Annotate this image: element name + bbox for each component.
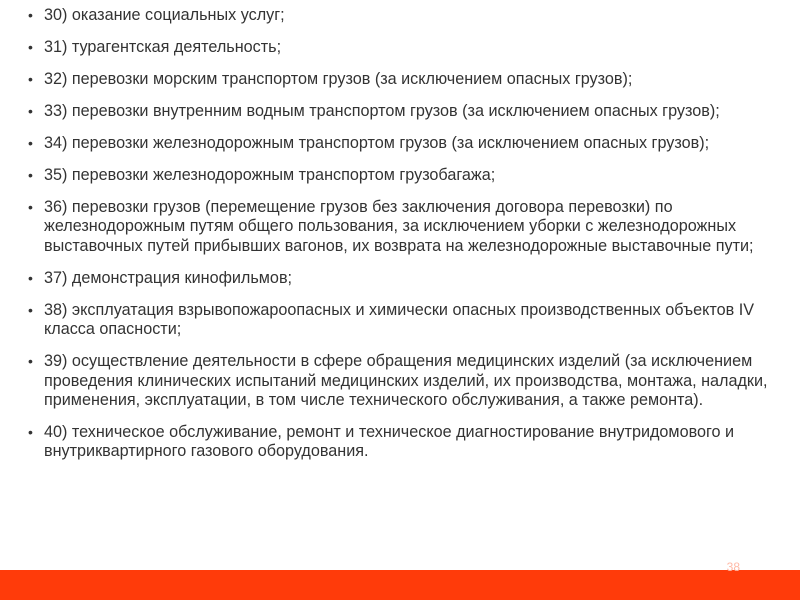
list-item — [26, 301, 786, 340]
list-item-text: 36) перевозки грузов (перемещение грузов без заключения договора перевозки) по железнодорожным путям общего пользования, за исключением уборки с железнодорожных выставочных путей прибывших вагонов, их возврата на железнодорожные выставочные пути; — [44, 198, 754, 255]
list-item — [26, 6, 786, 25]
list-item-text: 31) турагентская деятельность; — [44, 38, 282, 56]
list-item — [26, 352, 786, 410]
page-number: 38 — [726, 560, 740, 574]
list-item-text: 33) перевозки внутренним водным транспортом грузов (за исключением опасных грузов); — [44, 102, 720, 120]
bullet-icon: • — [28, 39, 33, 55]
bullet-icon: • — [28, 7, 33, 23]
list-item-text: 38) эксплуатация взрывопожароопасных и химически опасных производственных объектов IV класса опасности; — [44, 300, 754, 339]
list-item-text: 30) оказание социальных услуг; — [44, 6, 285, 24]
bullet-icon: • — [28, 301, 33, 318]
bullet-icon: • — [28, 71, 33, 87]
list-item-text: 34) перевозки железнодорожным транспортом грузов (за исключением опасных грузов); — [44, 134, 710, 152]
footer-bar — [0, 570, 800, 600]
list-item — [26, 166, 786, 185]
bullet-icon: • — [28, 424, 33, 441]
list-item — [26, 423, 786, 462]
list-item — [26, 134, 786, 153]
bullet-icon: • — [28, 269, 33, 286]
list-item-text: 32) перевозки морским транспортом грузов (за исключением опасных грузов); — [44, 70, 633, 88]
bullet-icon: • — [28, 353, 33, 370]
list-item — [26, 38, 786, 57]
bullet-icon: • — [28, 167, 33, 183]
bullet-icon: • — [28, 199, 33, 215]
list-item — [26, 198, 786, 256]
list-item-text: 40) техническое обслуживание, ремонт и техническое диагностирование внутридомового и внутриквартирного газового оборудования. — [44, 423, 735, 461]
bullet-icon: • — [28, 103, 33, 119]
list-item-text: 37) демонстрация кинофильмов; — [44, 268, 293, 287]
bullet-icon: • — [28, 135, 33, 151]
activity-list — [26, 6, 786, 474]
list-item-text: 39) осуществление деятельности в сфере обращения медицинских изделий (за исключением проведения клинических испытаний медицинских изделий, их производства, монтажа, наладки, применения, эксплуатации, в том числе технического обслуживания, а также ремонта). — [44, 352, 768, 410]
list-item-text: 35) перевозки железнодорожным транспортом грузобагажа; — [44, 166, 496, 184]
list-item — [26, 70, 786, 89]
list-item — [26, 269, 786, 288]
list-item — [26, 102, 786, 121]
